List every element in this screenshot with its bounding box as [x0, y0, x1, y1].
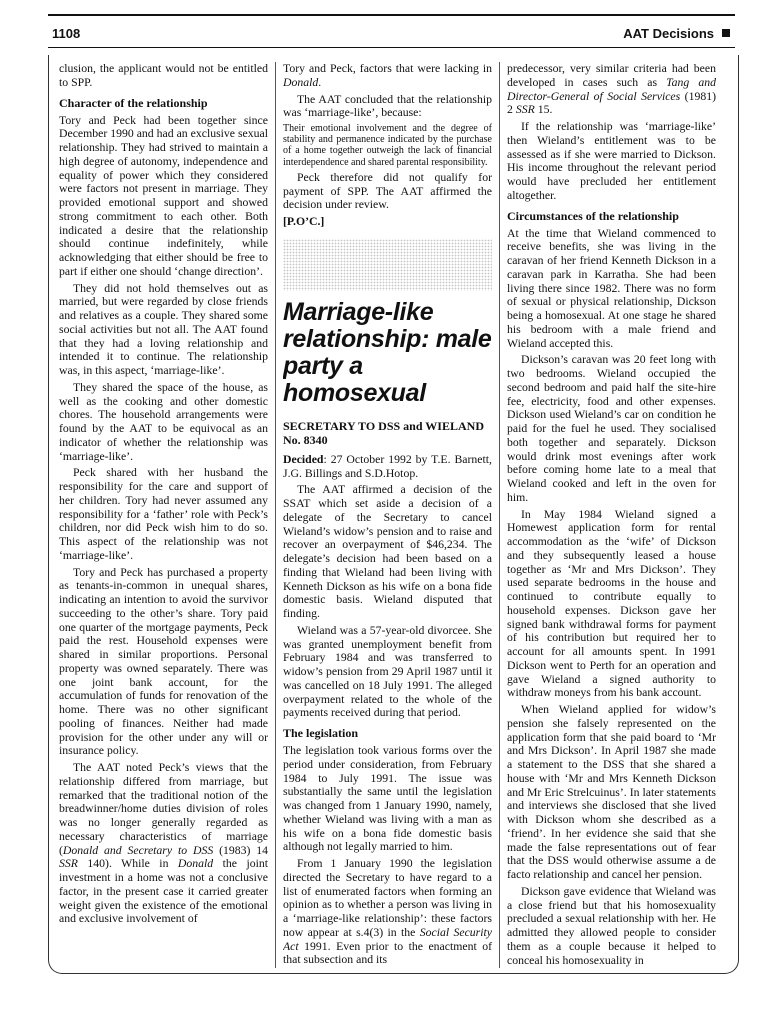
- decided-line: [283, 453, 492, 481]
- column-divider: [499, 62, 500, 968]
- text-run: the joint investment in a home was not a conclusive factor, in the present case it carried greater weight given the existence of the emotional and exclusive involvement of: [59, 857, 268, 926]
- text-run: .: [318, 75, 322, 89]
- section-heading: Circumstances of the relationship: [507, 208, 679, 223]
- paragraph: [283, 62, 492, 90]
- paragraph: At the time that Wieland commenced to receive benefits, she was living in the caravan of her friend Kenneth Dickson in a caravan park in Karratha. She had been living there since 1982. There was no form of sexual or physical relationship, Dickson being a homosexual. At one stage he shared his bedroom with a male friend and Wieland accepted this.: [507, 226, 716, 350]
- text-run: 140). While in: [77, 857, 178, 871]
- decided-text: : 27 October 1992 by T.E. Barnett, J.G. Billings and S.D.Hotop.: [283, 452, 492, 480]
- paragraph: clusion, the applicant would not be entitled to SPP.: [59, 62, 268, 89]
- case-citation: Donald and Secretary to DSS: [62, 843, 214, 857]
- act-citation: Social Security Act: [283, 925, 492, 953]
- paragraph: Dickson gave evidence that Wieland was a close friend but that his homosexuality precluded a sexual relationship with her. He admitted they allowed people to consider them as a couple because it helped to conceal his homosexuality in: [507, 884, 716, 967]
- paragraph: [283, 857, 492, 967]
- text-run: The AAT noted Peck’s views that the relationship differed from marriage, but remarked that the traditional notion of the breadwinner/home duties division of roles was no longer generally regarded as necessary characteristics of marriage (: [59, 761, 268, 857]
- author-initials: [P.O’C.]: [283, 215, 325, 229]
- page-header: [52, 26, 730, 44]
- text-run: (1981) 2: [507, 89, 716, 117]
- case-citation: Donald: [283, 75, 319, 89]
- paragraph: [507, 62, 716, 117]
- decorative-stipple: [283, 239, 492, 291]
- paragraph: When Wieland applied for widow’s pension she falsely represented on the application form that she paid board to ‘Mr and Mrs Dickson’. In April 1987 she made a statement to the DSS that she shared a house with ‘Mr and Mrs Kenneth Dickson and Mr Eric Strelcuinus’. In later statements and interviews she disclosed that she lived with Dickson whom she described as a ‘friend’. In her evidence she said that she made the false representations out of fear that the DSS would otherwise assume a de facto relationship and cancel her pension.: [507, 703, 716, 881]
- column-divider: [275, 62, 276, 968]
- paragraph: [59, 761, 268, 926]
- publication-name: AAT Decisions: [623, 26, 714, 41]
- paragraph: Peck therefore did not qualify for payment of SPP. The AAT affirmed the decision under review.: [283, 170, 492, 212]
- report-abbreviation: SSR: [59, 857, 78, 871]
- paragraph: If the relationship was ‘marriage-like’ then Wieland’s entitlement was to be assessed as if she were married to Dickson. His income throughout the relevant period would have precluded her entitlement altogether.: [507, 120, 716, 202]
- paragraph: Dickson’s caravan was 20 feet long with two bedrooms. Wieland occupied the second bedroom and paid half the site-hire fee, electricity, food and other expenses. Dickson used Wieland’s car on condition he paid for the fuel he used. They socialised both together and separately. Dickson would drink most evenings after work before coming home late to a meal that Wieland cooked and left in the oven for him.: [507, 353, 716, 504]
- text-run: (1983) 14: [213, 843, 268, 857]
- paragraph: In May 1984 Wieland signed a Homewest application form for rental accommodation as the ‘wife’ of Dickson and they subsequently leased a house together as ‘Mr and Mrs Dickson’. They used separate bedrooms in the house and continued to contribute equally to household expenses. Dickson gave her signed bank withdrawal forms for payment of his contribution but required her to account for all amounts spent. In 1991 Dickson went to Perth for an operation and gave Wieland a signed authority to withdraw moneys from his bank account.: [507, 507, 716, 700]
- paragraph: Peck shared with her husband the responsibility for the care and support of her children. Tory had never assumed any responsibility for a ‘father’ role with Peck’s children, nor did Peck wish him to do so. This aspect of the relationship was not ‘marriage-like’.: [59, 466, 268, 562]
- paragraph: The legislation took various forms over the period under consideration, from February 1984 to July 1991. The issue was substantially the same until the legislation was changed from 1 January 1990, namely, whether Wieland was living with a man as his wife on a bona fide domestic basis although not legally married to him.: [283, 744, 492, 854]
- section-heading: The legislation: [283, 726, 359, 741]
- text-run: From 1 January 1990 the legislation directed the Secretary to have regard to a list of enumerated factors when forming an opinion as to whether a person was living in a ‘marriage-like relationship’: these factors now appear at s.4(3) in the: [283, 857, 492, 939]
- block-quote: Their emotional involvement and the degree of stability and permanence indicated by the purchase of a home together outweigh the lack of financial interdependence and shared parental responsibility.: [283, 123, 492, 168]
- text-run: predecessor, very similar criteria had been developed in cases such as: [507, 62, 716, 89]
- article-title: Marriage-like relationship: male party a homosexual: [283, 297, 492, 407]
- case-parties: SECRETARY TO DSS and WIELAND No. 8340: [283, 418, 484, 447]
- text-run: 15.: [534, 103, 553, 117]
- paragraph: They did not hold themselves out as married, but were regarded by close friends and relatives as a couple. They shared some social activities but not all. The AAT found that they had a loving relationship and intended it to continue. The relationship was, in this aspect, ‘marriage-like’.: [59, 281, 268, 377]
- paragraph: Tory and Peck has purchased a property as tenants-in-common in unequal shares, indicating an intention to avoid the survivor succeeding to the other’s share. Tory paid one quarter of the mortgage payments, Peck paid the rest. Household expenses were shared in similar proportions. Personal property was owned separately. There was one joint bank account, for the accumulation of funds for renovation of the home. There was no other significant pooling of finances. Neither had made provision for the other under any will or insurance policy.: [59, 565, 268, 758]
- top-rule: [48, 14, 735, 16]
- publication-title: [623, 26, 730, 41]
- report-abbreviation: SSR: [515, 103, 535, 117]
- column-middle: [283, 62, 492, 968]
- case-citation: Donald: [177, 857, 214, 871]
- page-number: 1108: [52, 26, 81, 41]
- paragraph: They shared the space of the house, as well as the cooking and other domestic chores. The household arrangements were found by the AAT to be equivocal as an indicator of whether the relationship was ‘marriage-like’.: [59, 380, 268, 463]
- paragraph: Tory and Peck had been together since December 1990 and had an exclusive sexual relationship. They had strived to maintain a high degree of autonomy, independence and equality of power which they considered were factors not present in marriage. They provided emotional support and showed strong commitment to each other. Both indicated a desire that the relationship should continue indefinitely, while acknowledging that either should be free to part if either one should ‘change direction’.: [59, 113, 268, 278]
- square-bullet-icon: [722, 29, 730, 37]
- column-right: [507, 62, 716, 968]
- paragraph: The AAT concluded that the relationship was ‘marriage-like’, because:: [283, 92, 492, 120]
- section-heading: Character of the relationship: [59, 95, 208, 110]
- column-left: [59, 62, 268, 968]
- paragraph: Wieland was a 57-year-old divorcee. She was granted unemployment benefit from February 1984 and was transferred to widow’s pension from 29 April 1987 until it was cancelled on 18 July 1991. The alleged overpayment related to the whole of the payments received during that period.: [283, 623, 492, 720]
- case-citation: Tang and Director-General of Social Services: [507, 75, 716, 103]
- text-run: Tory and Peck, factors that were lacking in: [283, 62, 492, 75]
- decided-label: Decided: [283, 452, 324, 466]
- text-run: 1991. Even prior to the enactment of that subsection and its: [283, 939, 492, 967]
- paragraph: The AAT affirmed a decision of the SSAT which set aside a decision of a delegate of the Secretary to cancel Wieland’s widow’s pension and to raise and recover an overpayment of $46,234. The delegate’s decision had been based on a finding that Wieland had been living with Kenneth Dickson as his wife on a bona fide domestic basis. Wieland disputed that finding.: [283, 483, 492, 621]
- header-rule: [48, 47, 735, 48]
